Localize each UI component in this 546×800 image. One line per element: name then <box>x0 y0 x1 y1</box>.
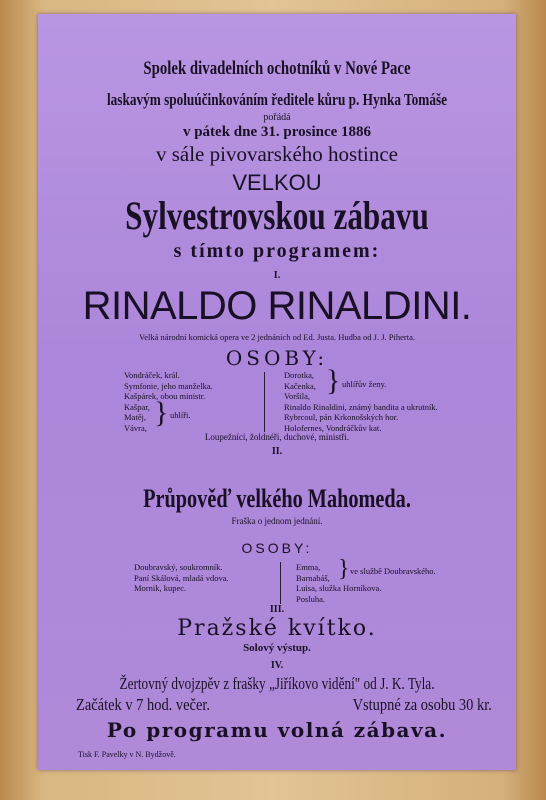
column-divider <box>280 562 281 604</box>
cast-item: Rinaldo Rinaldini, známý bandita a ukrutník. <box>284 401 438 412</box>
right-brace: } <box>326 364 341 397</box>
cast-item: Holofernes, Vondráčkův kat. <box>284 422 382 433</box>
part3-subtitle: Solový výstup. <box>243 642 311 654</box>
part1-title: RINALDO RINALDINI. <box>82 284 472 328</box>
cast-item: Voršila, <box>284 391 311 401</box>
part4-title: Žertovný dvojzpěv z frašky „Jiříkovo vidění" od J. K. Tyla. <box>119 674 435 693</box>
cast-item: Kašpárek, obou ministr. <box>124 391 206 401</box>
event-title: Sylvestrovskou zábavu <box>125 193 429 238</box>
cast-item: Posluha. <box>296 593 326 604</box>
cast-item: Vávra, <box>124 422 147 433</box>
program-line: s tímto programem: <box>173 240 381 262</box>
cast-item: Matěj, <box>124 412 146 422</box>
part1-left-brace-label: uhlíři. <box>170 410 191 420</box>
cast-item: Rybrcoul, pán Krkonošských hor. <box>284 412 399 422</box>
velkou-line: VELKOU <box>232 170 322 195</box>
printer-line: Tisk F. Pavelky v N. Bydžově. <box>78 750 176 759</box>
part1-extras: Loupežníci, žoldnéři, duchové, ministři. <box>204 432 350 442</box>
part3-numeral: III. <box>269 604 285 615</box>
left-brace: } <box>154 396 169 429</box>
cast-item: Kašpar, <box>124 401 150 412</box>
organizes-line: pořádá <box>263 112 291 123</box>
start-time: Začátek v 7 hod. večer. <box>76 695 211 714</box>
part3-title: Pražské kvítko. <box>177 616 377 641</box>
part1-right-brace-label: uhlířův ženy. <box>342 379 387 389</box>
cast-item: Vondráček, král. <box>124 370 180 380</box>
cast-item: Emma, <box>296 562 321 572</box>
closing-line: Po programu volná zábava. <box>106 718 448 742</box>
cooperation-line: laskavým spoluúčinkováním ředitele kůru p. Hynka Tomáše <box>106 90 448 109</box>
part2-right-brace-label: ve službě Doubravského. <box>350 566 436 576</box>
part4-numeral: IV. <box>270 660 284 671</box>
cast-item: Kačenka, <box>284 380 316 391</box>
part2-left-cast <box>134 562 229 594</box>
cast-item: Paní Skálová, mladá vdova. <box>134 572 229 583</box>
cast-item: Dorotka, <box>284 370 314 380</box>
part1-numeral: I. <box>273 270 281 281</box>
column-divider <box>264 372 265 432</box>
society-heading: Spolek divadelních ochotníků v Nové Pace <box>143 58 411 79</box>
cast-item: Doubravský, soukromník. <box>134 562 223 572</box>
date-line: v pátek dne 31. prosince 1886 <box>182 124 372 140</box>
cast-item: Luisa, služka Horníkova. <box>296 583 382 593</box>
entry-fee: Vstupné za osobu 30 kr. <box>352 695 492 714</box>
cast-item: Mornik, kupec. <box>134 583 187 593</box>
part2-subtitle: Fraška o jednom jednání. <box>231 516 323 526</box>
part1-osoby: OSOBY: <box>225 346 329 370</box>
cast-item: Symfonie, jeho manželka. <box>124 380 213 391</box>
part2-numeral: II. <box>271 446 283 457</box>
venue-line: v sále pivovarského hostince <box>155 142 399 166</box>
part2-title: Průpověď velkého Mahomeda. <box>143 484 411 513</box>
part1-subtitle: Velká národní komická opera ve 2 jednáních od Ed. Justa. Hudba od J. J. Piherta. <box>139 332 415 342</box>
part2-osoby: OSOBY: <box>241 540 313 556</box>
right-brace: } <box>338 556 350 582</box>
cast-item: Barnabáš, <box>296 572 330 583</box>
theater-poster <box>38 14 516 770</box>
